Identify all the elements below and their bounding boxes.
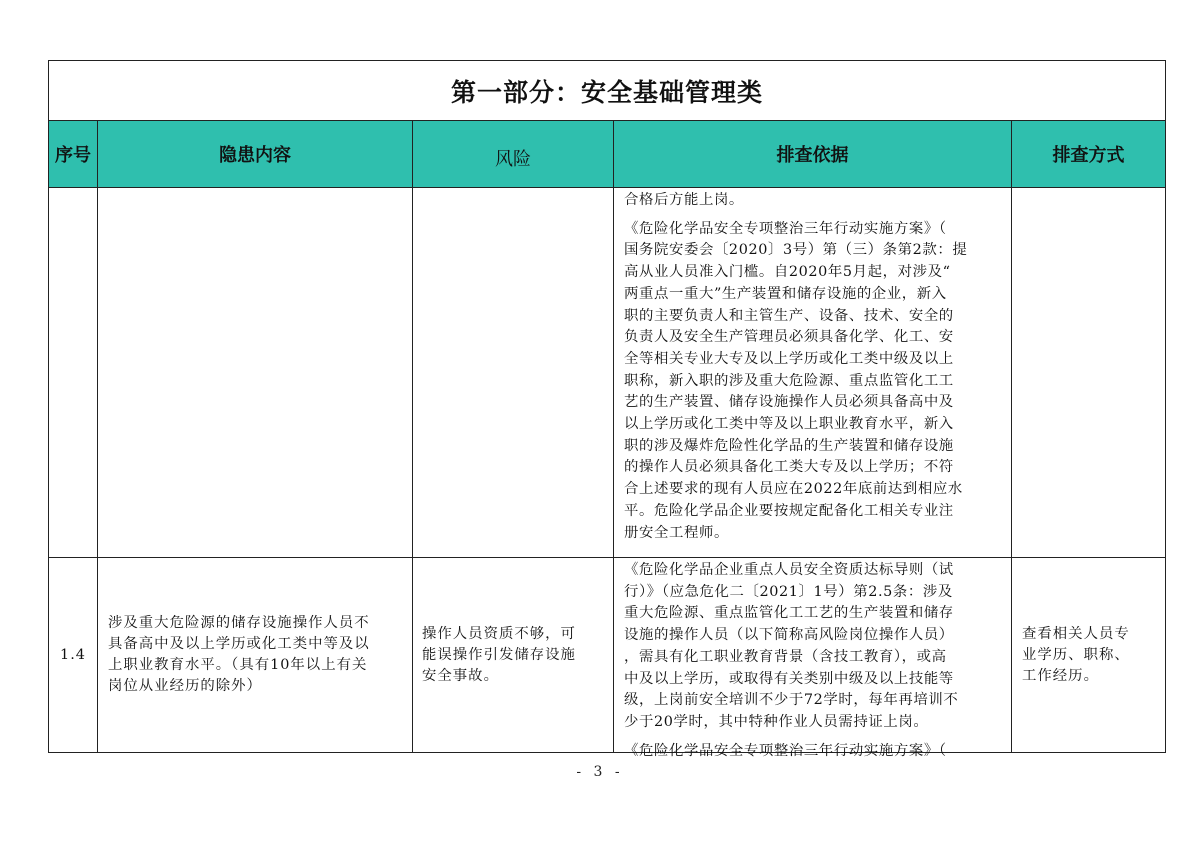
page-number: - 3 - <box>576 764 624 780</box>
risk-cell <box>413 558 614 753</box>
hazard-line: 具备高中及以上学历或化工类中等及以 <box>108 636 370 652</box>
basis-line: 合上述要求的现有人员应在2022年底前达到相应水 <box>624 481 963 498</box>
table-row-continued <box>49 188 1166 558</box>
hazard-cell <box>98 558 413 753</box>
basis-paragraph <box>624 560 1003 734</box>
risk-cell-empty <box>413 188 614 558</box>
hazard-cell-empty <box>98 188 413 558</box>
basis-paragraph <box>624 219 1003 545</box>
basis-cell <box>614 558 1012 759</box>
basis-line: 负责人及安全生产管理员必须具备化学、化工、安 <box>624 329 954 346</box>
basis-line: ，需具有化工职业教育背景（含技工教育），或高 <box>624 648 947 665</box>
method-cell <box>1012 558 1166 753</box>
basis-line: 全等相关专业大专及以上学历或化工类中级及以上 <box>624 350 954 367</box>
seq-cell-empty <box>49 188 98 558</box>
method-line: 业学历、职称、 <box>1022 646 1130 663</box>
basis-line: 平。危险化学品企业要按规定配备化工相关专业注 <box>624 502 954 519</box>
hazard-line: 上职业教育水平。（具有10年以上有关 <box>108 657 368 673</box>
basis-line: 少于20学时，其中特种作业人员需持证上岗。 <box>624 713 929 730</box>
header-method: 排查方式 <box>1012 121 1166 188</box>
section-title: 第一部分：安全基础管理类 <box>49 61 1166 121</box>
risk-line: 能误操作引发储存设施 <box>422 646 576 663</box>
basis-line: 中及以上学历，或取得有关类别中级及以上技能等 <box>624 670 954 687</box>
table-row <box>49 558 1166 753</box>
risk-line: 操作人员资质不够，可 <box>422 625 576 642</box>
basis-line: 《危险化学品安全专项整治三年行动实施方案》（ <box>624 742 947 759</box>
basis-line: 《危险化学品安全专项整治三年行动实施方案》（ <box>624 220 947 237</box>
basis-line: 两重点一重大”生产装置和储存设施的企业，新入 <box>624 285 947 302</box>
basis-line: 的操作人员必须具备化工类大专及以上学历；不符 <box>624 459 954 476</box>
basis-line: 职的涉及爆炸危险性化学品的生产装置和储存设施 <box>624 437 954 454</box>
basis-line: 高从业人员准入门槛。自2020年5月起，对涉及“ <box>624 264 951 281</box>
hazard-line: 岗位从业经历的除外） <box>108 678 262 694</box>
basis-line: 以上学历或化工类中等及以上职业教育水平，新入 <box>624 416 954 433</box>
header-risk: 风险 <box>413 121 614 188</box>
basis-paragraph <box>624 741 1003 763</box>
method-line: 查看相关人员专 <box>1022 625 1130 642</box>
header-basis: 排查依据 <box>614 121 1012 188</box>
basis-line: 职的主要负责人和主管生产、设备、技术、安全的 <box>624 307 954 324</box>
basis-line: 国务院安委会〔2020〕3号）第（三）条第2款：提 <box>624 242 968 259</box>
seq-cell: 1.4 <box>49 558 98 753</box>
method-cell-empty <box>1012 188 1166 558</box>
basis-line: 合格后方能上岗。 <box>624 192 744 208</box>
risk-line: 安全事故。 <box>422 667 499 684</box>
basis-line: 行）》（应急危化二〔2021〕1号）第2.5条：涉及 <box>624 583 953 600</box>
basis-line: 重大危险源、重点监管化工工艺的生产装置和储存 <box>624 605 954 622</box>
hazard-table <box>48 60 1166 759</box>
hazard-line: 涉及重大危险源的储存设施操作人员不 <box>108 615 370 631</box>
basis-cell-continued <box>614 188 1012 558</box>
header-seq: 序号 <box>49 121 98 188</box>
basis-line: 设施的操作人员（以下简称高风险岗位操作人员） <box>624 627 954 644</box>
method-line: 工作经历。 <box>1022 667 1099 684</box>
header-hazard: 隐患内容 <box>98 121 413 188</box>
basis-line: 《危险化学品企业重点人员安全资质达标导则（试 <box>624 562 954 578</box>
basis-line: 职称，新入职的涉及重大危险源、重点监管化工工 <box>624 372 954 389</box>
basis-line: 册安全工程师。 <box>624 524 729 541</box>
basis-line: 级，上岗前安全培训不少于72学时，每年再培训不 <box>624 692 959 709</box>
basis-line: 艺的生产装置、储存设施操作人员必须具备高中及 <box>624 394 954 411</box>
